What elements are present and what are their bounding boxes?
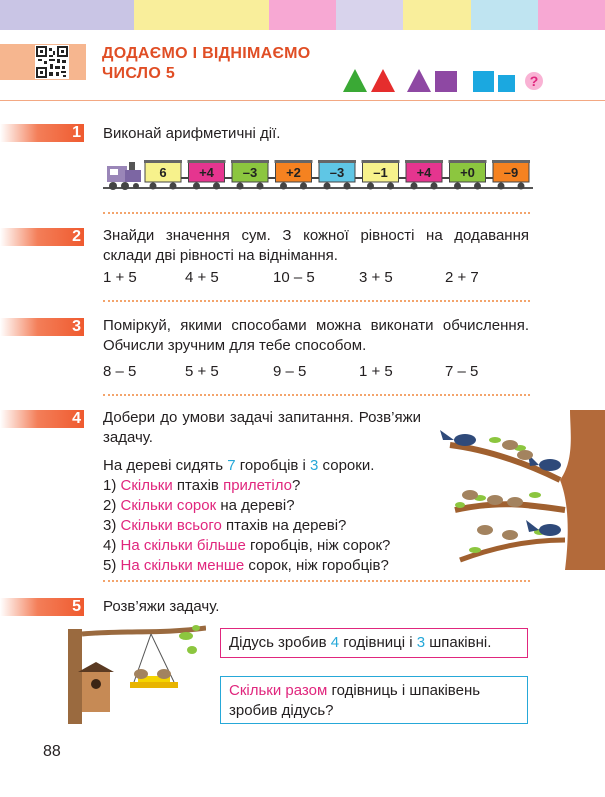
color-stripe (269, 0, 336, 30)
green-triangle-icon (343, 69, 367, 92)
separator-3 (103, 394, 530, 396)
task-5-text: Розв’яжи задачу. (103, 598, 220, 615)
geometric-shapes-decoration (340, 66, 550, 94)
expression: 1 + 5 (359, 363, 393, 380)
question-text: годівниць і шпаківень зробив дідусь? (229, 682, 481, 719)
train-wagon (486, 160, 531, 190)
train-wagon (268, 160, 313, 190)
title-line-1: ДОДАЄМО І ВІДНІМАЄМО (102, 45, 311, 62)
train-wagon (312, 160, 357, 190)
sparrow-icon (507, 497, 523, 507)
wagon-label: –3 (242, 165, 258, 180)
train-wagon (181, 160, 226, 190)
birdhouses-count: 3 (416, 634, 426, 651)
expression: 1 + 5 (103, 269, 137, 286)
magpies-count: 3 (310, 457, 319, 474)
color-stripe (134, 0, 201, 30)
question-highlight: Скільки разом (229, 682, 328, 699)
color-stripe (471, 0, 538, 30)
expression: 2 + 7 (445, 269, 479, 286)
task-5-number: 5 (72, 598, 81, 615)
sparrow-icon (517, 450, 533, 460)
expression: 10 – 5 (273, 269, 315, 286)
task-4-condition (103, 456, 433, 476)
sparrow-icon (502, 530, 518, 540)
separator-2 (103, 300, 530, 302)
task-4-number-badge (0, 410, 84, 428)
task-1-text: Виконай арифметичні дії. (103, 125, 281, 142)
qr-code-icon (35, 45, 69, 79)
tree-with-birds-illustration (440, 410, 605, 570)
task-1-number: 1 (72, 124, 81, 141)
question-item: 1) Скільки птахів прилетіло? (103, 477, 301, 494)
wagon-label: –9 (503, 165, 519, 180)
expression: 9 – 5 (273, 363, 307, 380)
header-underline (0, 100, 605, 101)
task-3-number-badge (0, 318, 84, 336)
bird-icon (157, 669, 171, 679)
wagon-label: +4 (416, 165, 432, 180)
question-item: 5) На скільки менше сорок, ніж горобців? (103, 557, 389, 574)
color-stripe (403, 0, 470, 30)
color-stripe (0, 0, 67, 30)
blue-square-small-icon (498, 75, 515, 92)
magpie-icon (440, 430, 476, 446)
page-number: 88 (43, 743, 61, 760)
color-stripe (202, 0, 269, 30)
question-item: 4) На скільки більше горобців, ніж сорок? (103, 537, 391, 554)
train-wagon (144, 160, 182, 190)
page-header (0, 44, 605, 100)
task-4-intro: Добери до умови задачі запитання. Розв’яжи задачу. (103, 409, 421, 446)
task-4-number: 4 (72, 410, 81, 427)
condition-text: сороки. (318, 457, 375, 474)
box-text: шпаківні. (425, 634, 492, 651)
color-stripe (336, 0, 403, 30)
locomotive-icon (107, 162, 141, 190)
train-wagon (399, 160, 444, 190)
color-stripe (538, 0, 605, 30)
task-4-questions (103, 476, 433, 576)
wagon-label: –1 (373, 165, 388, 180)
train-wagon (355, 160, 400, 190)
box-text: годівниці і (339, 634, 417, 651)
magpie-icon (526, 520, 561, 536)
sparrow-icon (487, 495, 503, 505)
expression: 7 – 5 (445, 363, 479, 380)
title-line-2: ЧИСЛО 5 (102, 65, 176, 82)
wagon-label: +0 (460, 165, 475, 180)
wagon-label: +4 (199, 165, 214, 180)
task-5-number-badge (0, 598, 84, 616)
question-item: 3) Скільки всього птахів на дереві? (103, 517, 347, 534)
task-1-number-badge (0, 124, 84, 142)
separator-4 (103, 580, 530, 582)
task-3-text: Поміркуй, якими способами можна виконати обчислення. Обчисли зручним для тебе способом. (103, 317, 529, 354)
birdhouse-icon (78, 662, 114, 712)
train-wagon (225, 160, 270, 190)
wagon-label: +2 (286, 165, 301, 180)
top-color-stripes (0, 0, 605, 30)
task-3-expressions (103, 362, 523, 382)
expression: 8 – 5 (103, 363, 137, 380)
question-mark: ? (529, 73, 539, 89)
expression: 3 + 5 (359, 269, 393, 286)
train-illustration (103, 158, 533, 194)
expression: 4 + 5 (185, 269, 219, 286)
condition-text: На дереві сидять (103, 457, 228, 474)
task-2-number-badge (0, 228, 84, 246)
sparrow-icon (502, 440, 518, 450)
expression: 5 + 5 (185, 363, 219, 380)
task-2-text: Знайди значення сум. З кожної рівності на додавання склади дві рівності на віднімання. (103, 227, 529, 264)
task-5-question-box (220, 676, 528, 724)
task-5-condition-box (220, 628, 528, 658)
sparrows-count: 7 (227, 457, 236, 474)
wagon-label: –3 (329, 165, 345, 180)
bird-icon (134, 669, 148, 679)
task-2-expressions (103, 268, 523, 288)
wagon-label: 6 (159, 165, 167, 180)
blue-square-big-icon (473, 71, 494, 92)
birdhouse-and-feeder-illustration (66, 624, 206, 724)
sparrow-icon (462, 490, 478, 500)
color-stripe (67, 0, 134, 30)
question-item: 2) Скільки сорок на дереві? (103, 497, 295, 514)
box-text: Дідусь зробив (229, 634, 331, 651)
condition-text: горобців і (235, 457, 311, 474)
page-title (102, 44, 311, 84)
purple-triangle-icon (407, 69, 431, 92)
train-wagon (442, 160, 487, 190)
purple-square-icon (435, 71, 457, 92)
feeders-count: 4 (330, 634, 340, 651)
task-2-number: 2 (72, 228, 81, 245)
separator-1 (103, 212, 530, 214)
red-triangle-icon (371, 69, 395, 92)
task-3-number: 3 (72, 318, 81, 335)
sparrow-icon (477, 525, 493, 535)
